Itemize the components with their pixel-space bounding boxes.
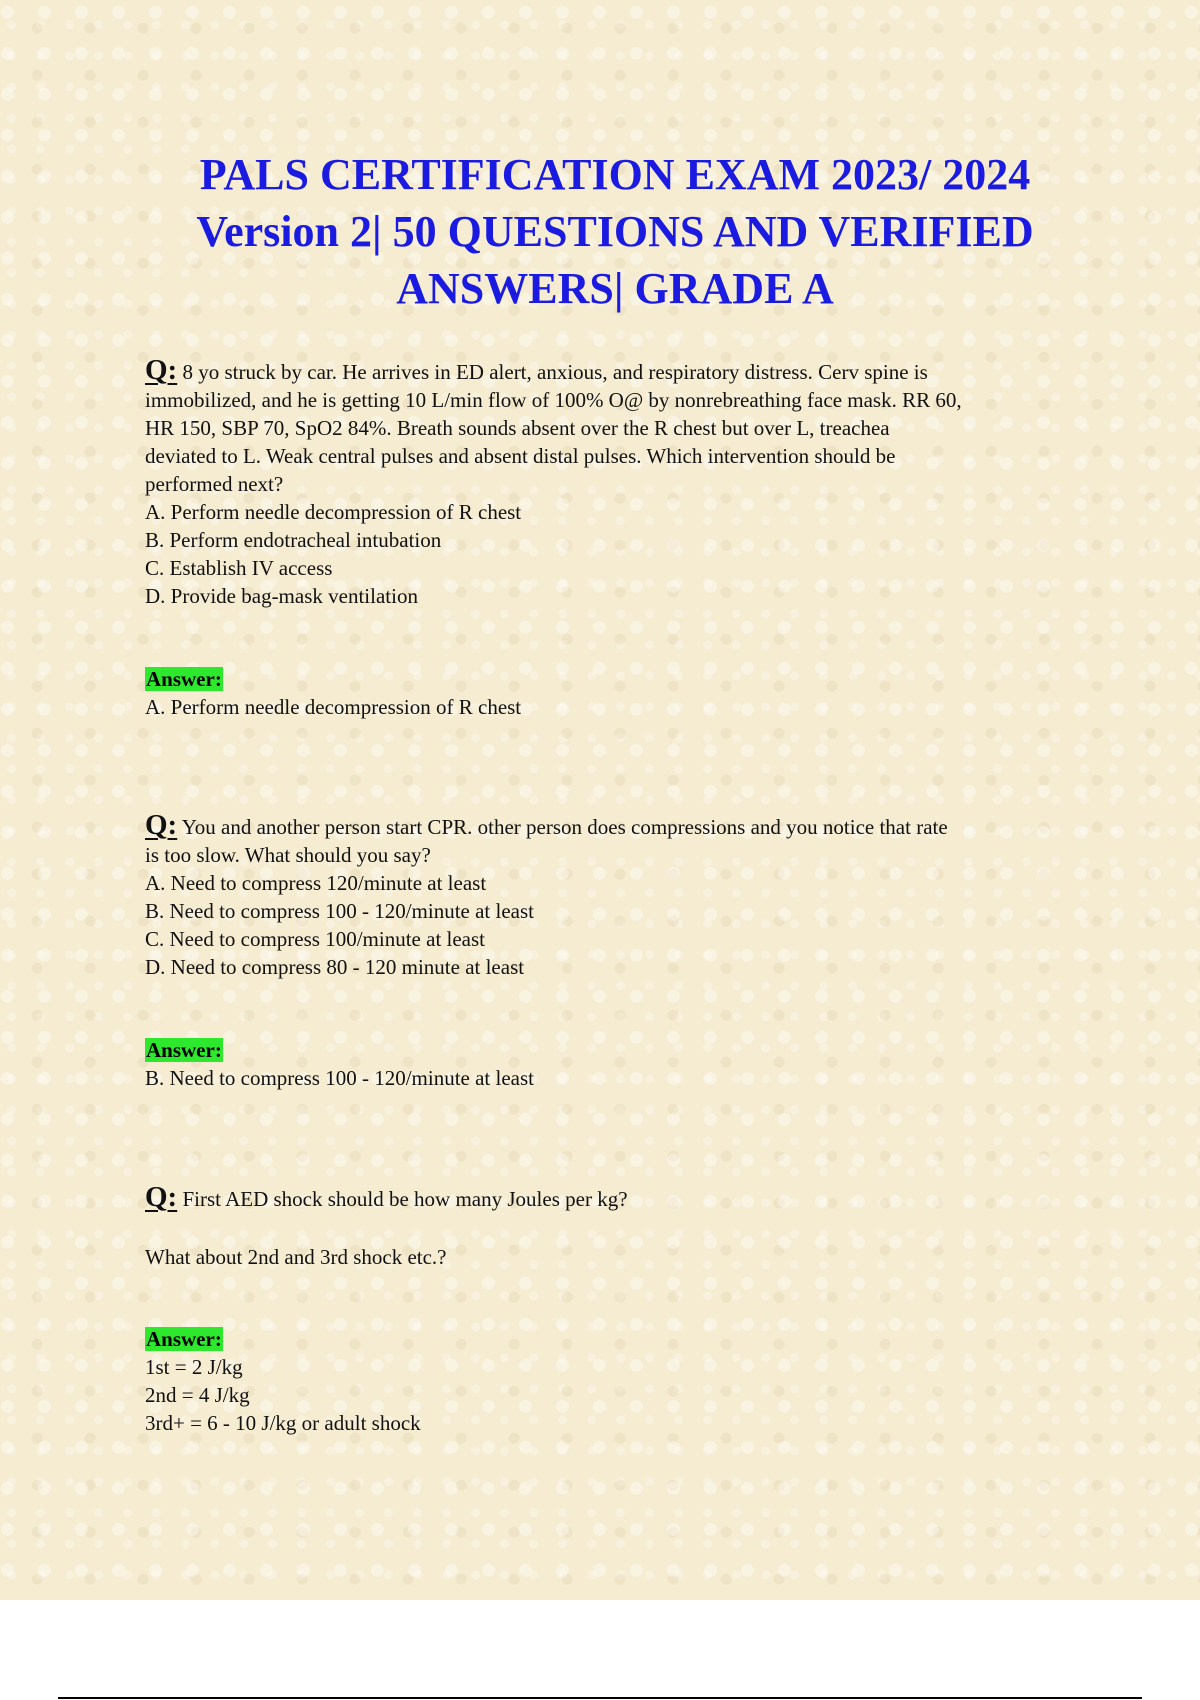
answer-text: 2nd = 4 J/kg (145, 1383, 250, 1407)
answer-text: 3rd+ = 6 - 10 J/kg or adult shock (145, 1411, 421, 1435)
question-stem-line: is too slow. What should you say? (145, 843, 431, 867)
answer-1 (145, 665, 1095, 721)
question-stem: Q: You and another person start CPR. other person does compressions and you notice that rate (145, 809, 948, 841)
title-line-3: ANSWERS| GRADE A (396, 264, 834, 313)
q-label: Q: (145, 1181, 178, 1213)
option-b: B. Perform endotracheal intubation (145, 528, 442, 552)
question-stem-line: deviated to L. Weak central pulses and absent distal pulses. Which intervention should be (145, 444, 896, 468)
question-1 (145, 356, 1095, 610)
option-d: D. Need to compress 80 - 120 minute at least (145, 955, 525, 979)
answer-label: Answer: (146, 667, 222, 691)
question-3-followup (145, 1243, 1095, 1271)
option-c: C. Establish IV access (145, 556, 333, 580)
option-a: A. Perform needle decompression of R chest (145, 500, 522, 524)
title-line-1: PALS CERTIFICATION EXAM 2023/ 2024 (199, 150, 1031, 199)
footer-divider (58, 1697, 1142, 1699)
answer-label: Answer: (146, 1327, 222, 1351)
question-2 (145, 811, 1095, 981)
answer-text: 1st = 2 J/kg (145, 1355, 243, 1379)
answer-label: Answer: (146, 1038, 222, 1062)
document-header (145, 146, 1095, 317)
answer-text: B. Need to compress 100 - 120/minute at least (145, 1066, 535, 1090)
question-stem: Q: First AED shock should be how many Joules per kg? (145, 1181, 628, 1213)
q-label: Q: (145, 354, 178, 386)
question-stem-line: performed next? (145, 472, 284, 496)
document-title (145, 146, 1085, 317)
answer-text: A. Perform needle decompression of R chest (145, 695, 522, 719)
answer-3 (145, 1325, 1095, 1437)
question-3 (145, 1183, 1095, 1213)
question-stem: Q: 8 yo struck by car. He arrives in ED alert, anxious, and respiratory distress. Cerv spine is (145, 354, 928, 386)
question-stem-line: HR 150, SBP 70, SpO2 84%. Breath sounds absent over the R chest but over L, treachea (145, 416, 890, 440)
question-followup: What about 2nd and 3rd shock etc.? (145, 1245, 447, 1269)
question-stem-line: immobilized, and he is getting 10 L/min flow of 100% O@ by nonrebreathing face mask. RR 60, (145, 388, 962, 412)
answer-2 (145, 1036, 1095, 1092)
option-c: C. Need to compress 100/minute at least (145, 927, 486, 951)
option-d: D. Provide bag-mask ventilation (145, 584, 418, 608)
option-a: A. Need to compress 120/minute at least (145, 871, 487, 895)
q-label: Q: (145, 809, 178, 841)
title-line-2: Version 2| 50 QUESTIONS AND VERIFIED (196, 207, 1034, 256)
option-b: B. Need to compress 100 - 120/minute at least (145, 899, 535, 923)
